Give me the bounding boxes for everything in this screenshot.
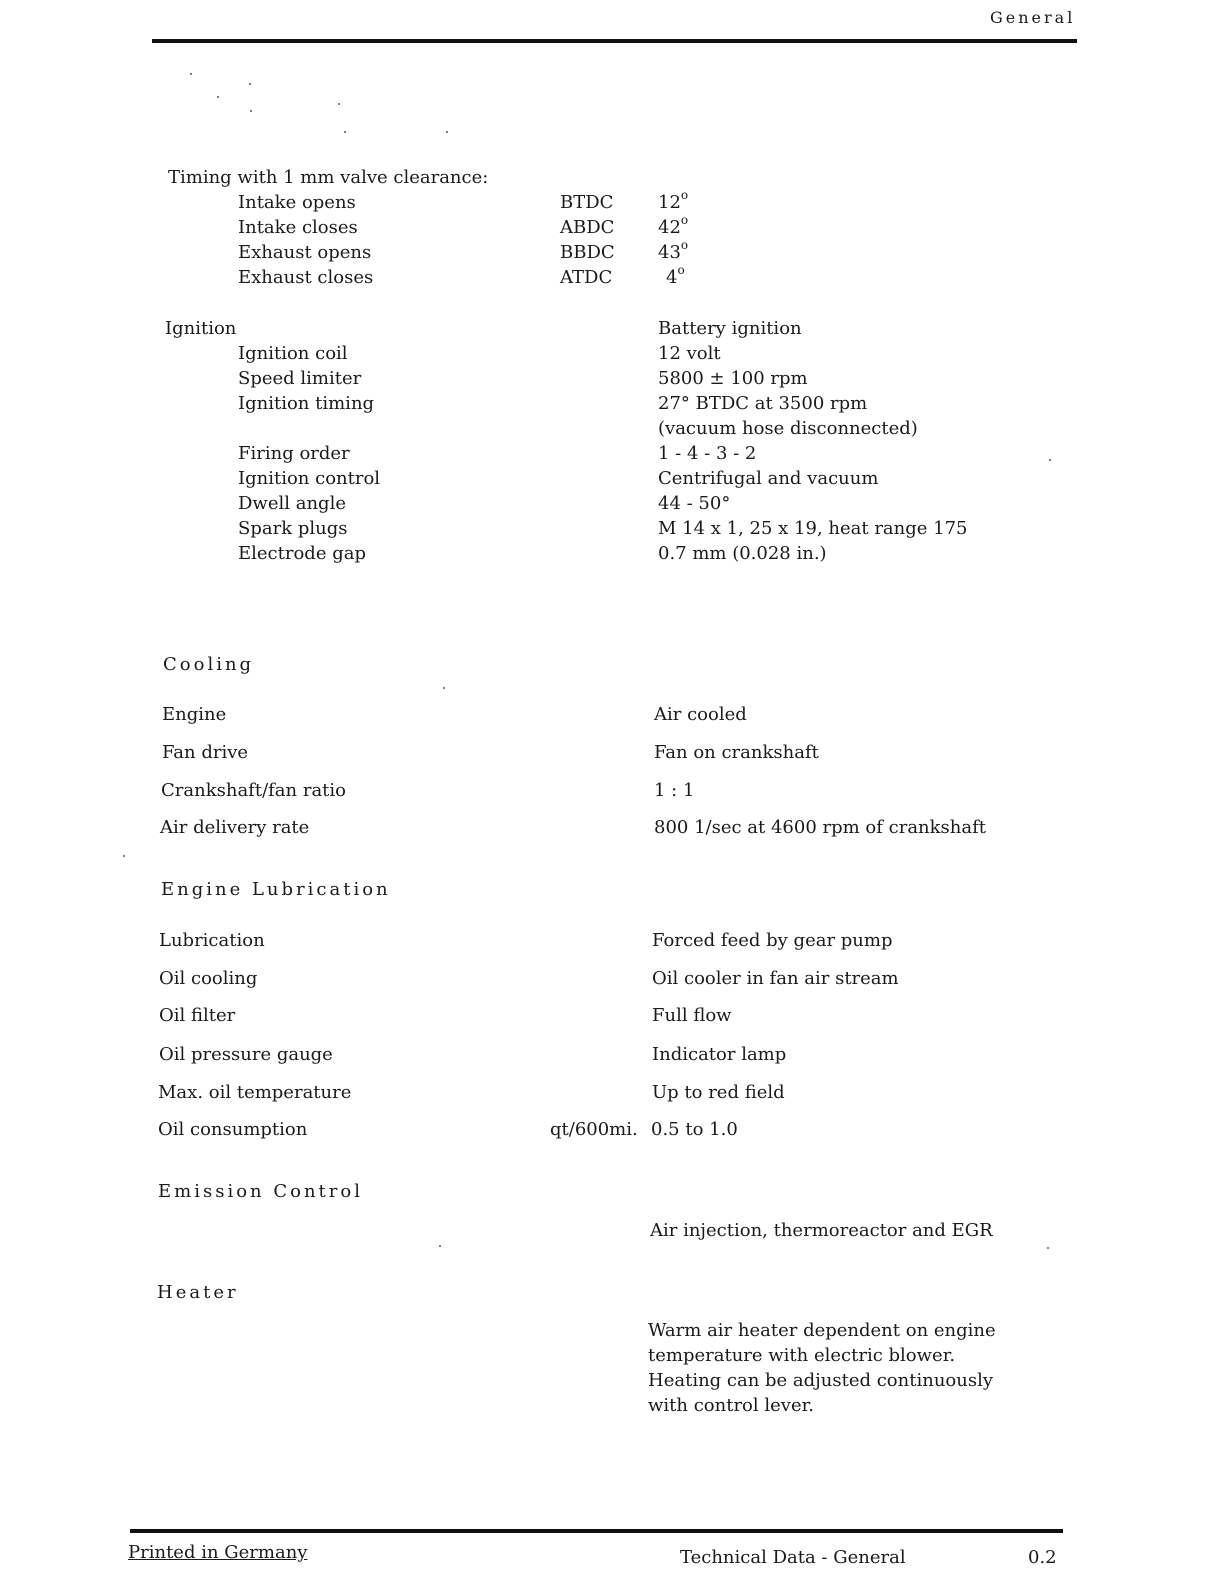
scan-speck	[1047, 1247, 1049, 1249]
cooling-heading: Cooling	[163, 654, 255, 675]
lubrication-heading: Engine Lubrication	[161, 879, 391, 900]
ignition-label: Electrode gap	[238, 543, 366, 564]
timing-ref: ATDC	[560, 267, 613, 288]
lubrication-label: Oil pressure gauge	[159, 1044, 333, 1065]
ignition-value: 5800 ± 100 rpm	[658, 368, 808, 389]
degree-mark: o	[680, 238, 689, 252]
lubrication-label: Lubrication	[159, 930, 265, 951]
degree-mark: o	[680, 188, 689, 202]
emission-heading: Emission Control	[158, 1181, 363, 1202]
timing-value: 42$^o$	[658, 213, 689, 238]
ignition-heading: Ignition	[165, 318, 237, 339]
scan-speck	[123, 855, 125, 857]
lubrication-label: Max. oil temperature	[158, 1082, 352, 1103]
timing-label: Intake opens	[238, 192, 356, 213]
degree-mark: o	[680, 213, 689, 227]
ignition-value: 0.7 mm (0.028 in.)	[658, 543, 827, 564]
ignition-label: Ignition coil	[238, 343, 348, 364]
footer-rule	[130, 1529, 1063, 1533]
lubrication-label: Oil consumption	[158, 1119, 308, 1140]
lubrication-value: Full flow	[652, 1005, 732, 1026]
ignition-value: 12 volt	[658, 343, 721, 364]
footer-page-number: 0.2	[1028, 1547, 1057, 1568]
timing-ref: BBDC	[560, 242, 615, 263]
timing-label: Intake closes	[238, 217, 358, 238]
ignition-label: Ignition control	[238, 468, 381, 489]
scan-speck	[217, 96, 219, 98]
scan-speck	[344, 131, 346, 133]
lubrication-value: Oil cooler in fan air stream	[652, 968, 899, 989]
ignition-label: Speed limiter	[238, 368, 362, 389]
cooling-value: 800 1/sec at 4600 rpm of crankshaft	[654, 817, 987, 838]
footer-printed: Printed in Germany	[128, 1542, 308, 1563]
scan-speck	[1049, 459, 1051, 461]
ignition-labels	[238, 341, 380, 566]
header-rule	[152, 39, 1077, 43]
ignition-value: (vacuum hose disconnected)	[658, 418, 918, 439]
lubrication-value: Forced feed by gear pump	[652, 930, 893, 951]
timing-label: Exhaust closes	[238, 267, 374, 288]
timing-heading: Timing with 1 mm valve clearance:	[168, 167, 489, 188]
ignition-label: Dwell angle	[238, 493, 346, 514]
scan-speck	[439, 1245, 441, 1247]
cooling-label: Engine	[162, 704, 227, 725]
oil-consumption-unit: qt/600mi.	[550, 1119, 638, 1140]
timing-refs	[560, 190, 615, 290]
ignition-value: Battery ignition	[658, 318, 802, 339]
scan-speck	[443, 687, 445, 689]
cooling-value: 1 : 1	[654, 780, 695, 801]
scan-speck	[249, 83, 251, 85]
timing-label: Exhaust opens	[238, 242, 372, 263]
timing-ref: ABDC	[560, 217, 615, 238]
cooling-value: Fan on crankshaft	[654, 742, 819, 763]
ignition-label: Ignition timing	[238, 393, 375, 414]
scan-speck	[190, 73, 192, 75]
lubrication-label: Oil filter	[159, 1005, 236, 1026]
degree-mark: o	[677, 263, 685, 277]
cooling-value: Air cooled	[654, 704, 747, 725]
footer-section: Technical Data - General	[680, 1547, 906, 1568]
lubrication-value: 0.5 to 1.0	[651, 1119, 738, 1140]
ignition-value: 44 - 50°	[658, 493, 731, 514]
lubrication-label: Oil cooling	[159, 968, 258, 989]
scan-speck	[250, 110, 252, 112]
timing-labels	[238, 190, 373, 290]
page-header-title: General	[990, 8, 1076, 27]
timing-values	[658, 190, 688, 290]
ignition-value: M 14 x 1, 25 x 19, heat range 175	[658, 518, 968, 539]
ignition-values	[658, 316, 968, 566]
heater-heading: Heater	[157, 1282, 239, 1303]
lubrication-value: Up to red field	[652, 1082, 785, 1103]
scan-speck	[446, 131, 448, 133]
cooling-label: Crankshaft/fan ratio	[161, 780, 347, 801]
cooling-label: Air delivery rate	[160, 817, 310, 838]
cooling-label: Fan drive	[162, 742, 249, 763]
emission-value: Air injection, thermoreactor and EGR	[650, 1220, 993, 1241]
timing-value: 4$^o$	[666, 263, 685, 288]
scan-speck	[338, 103, 340, 105]
ignition-value: 27° BTDC at 3500 rpm	[658, 393, 868, 414]
ignition-label: Spark plugs	[238, 518, 348, 539]
ignition-label: Firing order	[238, 443, 350, 464]
ignition-value: 1 - 4 - 3 - 2	[658, 443, 757, 464]
ignition-value: Centrifugal and vacuum	[658, 468, 879, 489]
heater-value: Warm air heater dependent on engine temperature with electric blower. Heating can be adjusted continuously with control lever.	[648, 1320, 996, 1416]
lubrication-value: Indicator lamp	[652, 1044, 787, 1065]
timing-ref: BTDC	[560, 192, 614, 213]
timing-value: 43$^o$	[658, 238, 689, 263]
timing-value: 12$^o$	[658, 188, 689, 213]
